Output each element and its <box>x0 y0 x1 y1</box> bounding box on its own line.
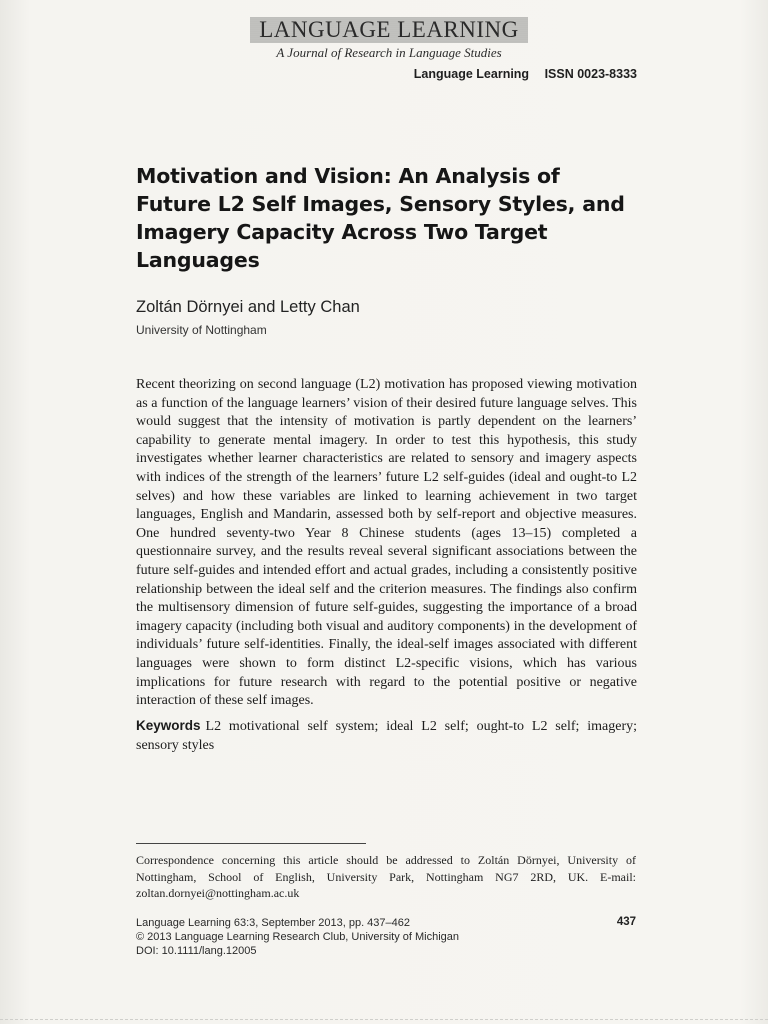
correspondence-footnote: Correspondence concerning this article should be addressed to Zoltán Dörnyei, University of Nottingham, School of English, University Park, Nottingham NG7 2RD, UK. E-mail: zoltan.dornyei@nottingham.ac.uk <box>136 853 636 900</box>
masthead-subtitle: A Journal of Research in Language Studies <box>276 45 502 60</box>
page-footer <box>136 916 636 958</box>
footnote-divider <box>136 843 366 844</box>
article-title: Motivation and Vision: An Analysis of Future L2 Self Images, Sensory Styles, and Imagery Capacity Across Two Target Languages <box>136 164 625 272</box>
journal-issn-line <box>414 67 637 81</box>
footer-doi: DOI: 10.1111/lang.12005 <box>136 945 257 957</box>
author-affiliation: University of Nottingham <box>136 323 267 337</box>
article-authors: Zoltán Dörnyei and Letty Chan <box>136 298 360 316</box>
footer-copyright: © 2013 Language Learning Research Club, University of Michigan <box>136 931 460 943</box>
scan-edge-divider <box>0 1019 768 1021</box>
journal-name: Language Learning <box>413 67 530 81</box>
masthead-title: LANGUAGE LEARNING <box>259 17 519 42</box>
page-number: 437 <box>616 916 636 928</box>
abstract-text: Recent theorizing on second language (L2) motivation has proposed viewing motivation as a function of the language learners’ vision of their desired future language selves. This would suggest that the intensity of motivation is partly dependent on the learners’ capability to generate mental imagery. In order to test this hypothesis, this study investigates whether learner characteristics are related to sensory and imagery aspects with indices of the strength of the learners’ future L2 self-guides (ideal and ought-to L2 selves) and how these variables are linked to learning achievement in two target languages, English and Mandarin, assessed both by self-report and objective measures. One hundred seventy-two Year 8 Chinese students (ages 13–15) completed a questionnaire survey, and the results reveal several significant associations between the future self-guides and intended effort and actual grades, including a consistently positive relationship between the ideal self and the criterion measures. The findings also confirm the multisensory dimension of future self-guides, suggesting the importance of a broad imagery capacity (including both visual and auditory components) in the development of individuals’ future self-identities. Finally, the ideal-self images associated with different languages were shown to form distinct L2-specific visions, which has various implications for future research with regard to the potential positive or negative interaction of these self images. <box>136 377 637 709</box>
keywords-list: L2 motivational self system; ideal L2 self; ought-to L2 self; imagery; sensory styles <box>136 719 637 753</box>
keywords-paragraph <box>136 717 637 755</box>
journal-masthead <box>250 17 528 43</box>
journal-issn: ISSN 0023-8333 <box>544 67 637 81</box>
footer-citation: Language Learning 63:3, September 2013, pp. 437–462 <box>136 917 411 929</box>
keywords-label: Keywords <box>136 718 201 733</box>
